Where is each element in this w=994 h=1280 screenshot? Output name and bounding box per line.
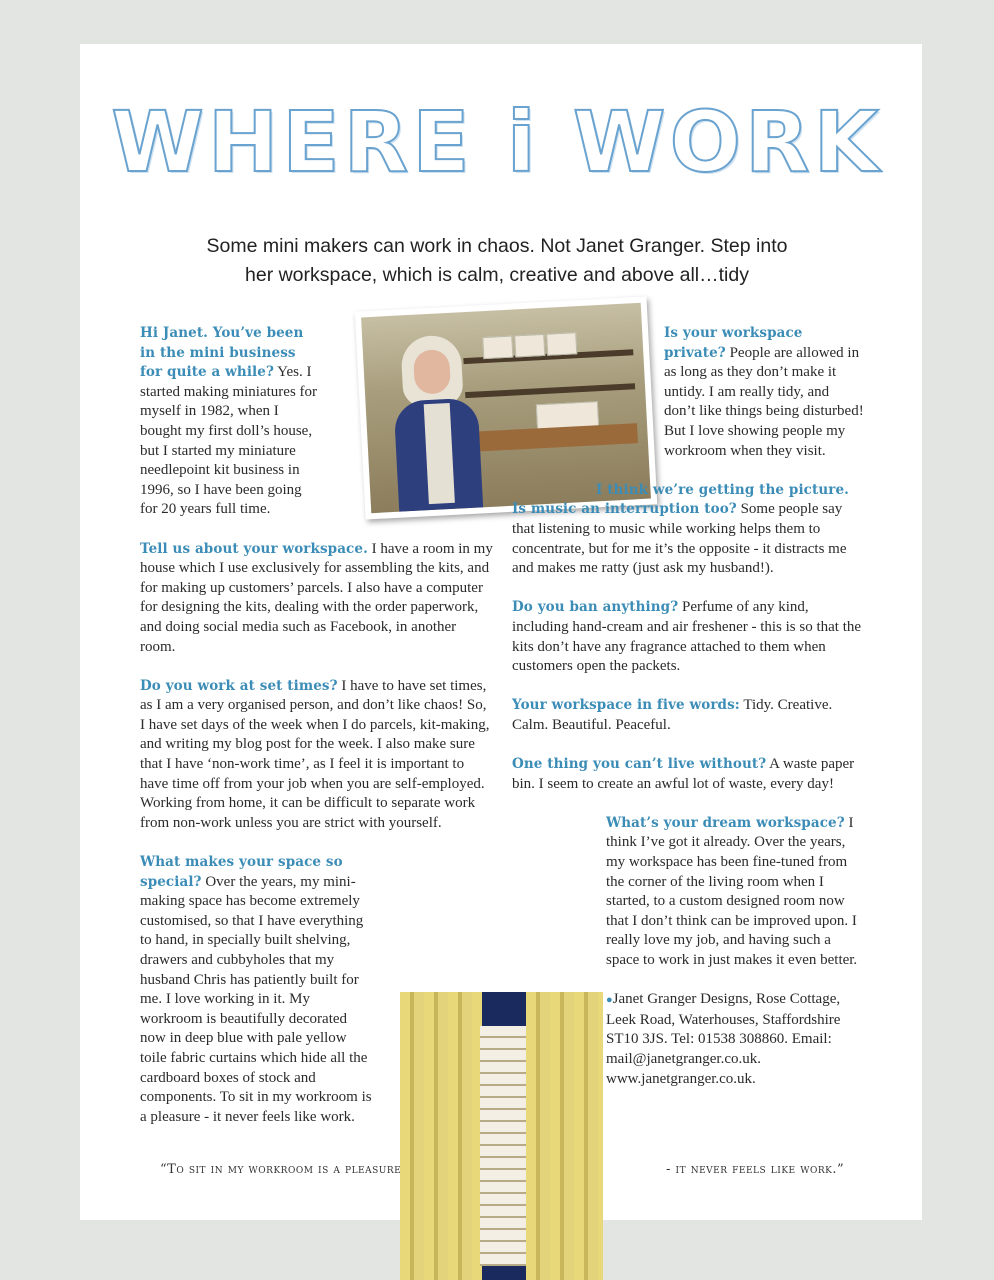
answer: Over the years, my mini-making space has become extremely customised, so that I have everything to hand, in specially built shelving, drawers and cubbyholes that my husband Chris has patiently built for me. I love working in it. My workroom is beautifully decorated now in deep blue with pale yellow toile fabric curtains which hide all the cardboard boxes of stock and components. To sit in my workroom is a pleasure - it never feels like work.	[140, 873, 372, 1125]
answer: People are allowed in as long as they don’t make it untidy. I am really tidy, and don’t like things being disturbed! But I love showing people my workroom when they visit.	[664, 344, 864, 459]
question: Is your workspace private?	[664, 325, 803, 361]
answer: I have a room in my house which I use exclusively for assembling the kits, and for making up customers’ parcels. I also have a computer for designing the kits, dealing with the order paperwork, and doing social media such as Facebook, in another room.	[140, 540, 493, 655]
page-title: WHERE i WORK	[111, 93, 883, 191]
pull-quote-left: “To sit in my workroom is a pleasure	[160, 1162, 402, 1177]
qa-block	[512, 598, 864, 676]
standfirst-line-1: Some mini makers can work in chaos. Not Janet Granger. Step into	[206, 235, 788, 257]
qa-block	[140, 324, 494, 520]
contact-text: Janet Granger Designs, Rose Cottage, Leek Road, Waterhouses, Staffordshire ST10 3JS. Tel: 01538 308860. Email: mail@janetgranger.co.uk. www.janetgranger.co.uk.	[606, 991, 841, 1087]
standfirst	[0, 232, 994, 290]
qa-block	[140, 540, 494, 658]
workroom-photo	[400, 992, 603, 1280]
question: Tell us about your workspace.	[140, 540, 368, 557]
qa-block	[140, 677, 494, 834]
answer: Tidy. Creative. Calm. Beautiful. Peaceful.	[512, 697, 833, 733]
bullet-icon: ●	[606, 994, 613, 1007]
question: Hi Janet. You’ve been in the mini business for quite a while?	[140, 325, 304, 381]
answer: Perfume of any kind, including hand-cream and air freshener - this is so that the kits don’t have any fragrance attached to them when customers open the packets.	[512, 599, 862, 675]
answer: Yes. I started making miniatures for myself in 1982, when I bought my first doll’s house, but I started my miniature needlepoint kit business in 1996, so I have been going for 20 years full time.	[140, 364, 318, 518]
question: What makes your space so special?	[140, 854, 343, 890]
question: One thing you can’t live without?	[512, 756, 767, 773]
question: Your workspace in five words:	[512, 697, 740, 714]
qa-block	[512, 755, 864, 794]
question: Do you work at set times?	[140, 677, 338, 694]
answer: I think I’ve got it already. Over the years, my workspace has been fine-tuned from the corner of the living room when I started, to a custom designed room now that I don’t think can be improved upon. I really love my job, and having such a space to work in just makes it even better.	[606, 814, 858, 968]
question: Do you ban anything?	[512, 599, 679, 616]
answer: I have to have set times, as I am a very organised person, and don’t like chaos! So, I have set days of the week when I do parcels, kit-making, and writing my blog post for the week. I also make sure that I have ‘non-work time’, as I feel it is important to have time off from your job when you are self-employed. Working from home, it can be difficult to separate work from non-work unless you are strict with yourself.	[140, 677, 490, 831]
qa-block	[512, 324, 864, 461]
question: I think we’re getting the picture. Is music an interruption too?	[512, 481, 849, 518]
pull-quote-right: - it never feels like work.”	[666, 1162, 845, 1177]
standfirst-line-2: her workspace, which is calm, creative and above all…tidy	[245, 264, 749, 286]
qa-block	[512, 481, 864, 579]
answer: A waste paper bin. I seem to create an awful lot of waste, every day!	[512, 756, 855, 792]
qa-block	[512, 696, 864, 735]
answer: Some people say that listening to music while working helps them to concentrate, but for me it’s the opposite - it distracts me and makes me ratty (just ask my husband!).	[512, 501, 847, 577]
question: What’s your dream workspace?	[606, 814, 845, 831]
